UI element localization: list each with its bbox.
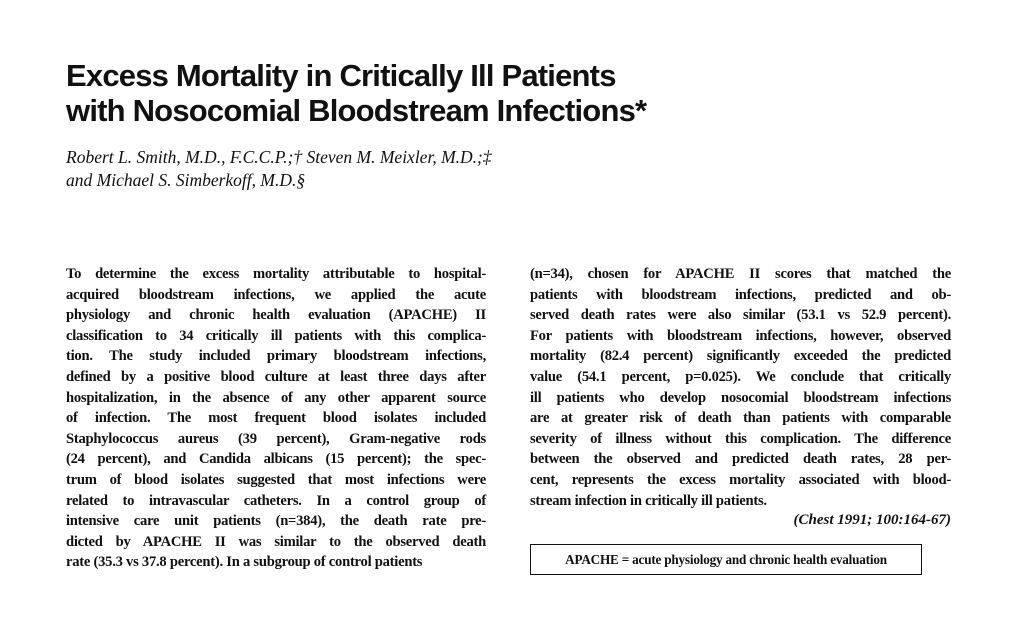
title-line-2: with Nosocomial Bloodstream Infections* (66, 93, 647, 128)
article-title (66, 58, 966, 128)
abstract-line: served death rates were also similar (53.1 vs 52.9 percent). (530, 307, 951, 324)
abstract-line: Staphylococcus aureus (39 percent), Gram-negative rods (66, 430, 486, 447)
abbreviation-text: APACHE = acute physiology and chronic health evaluation (565, 551, 887, 567)
abstract-line: rate (35.3 vs 37.8 percent). In a subgroup of control patients (66, 554, 423, 571)
abstract-line: stream infection in critically ill patients. (530, 492, 767, 509)
abstract-line: value (54.1 percent, p=0.025). We conclude that critically (530, 368, 951, 385)
abstract-line: tion. The study included primary bloodstream infections, (66, 348, 486, 365)
abstract-line: (n=34), chosen for APACHE II scores that matched the (530, 266, 951, 282)
journal-citation: (Chest 1991; 100:164-67) (793, 512, 951, 528)
abstract-line: ill patients who develop nosocomial bloodstream infections (530, 389, 951, 406)
abstract-line: of infection. The most frequent blood isolates included (66, 410, 486, 427)
abstract-line: intensive care unit patients (n=384), the death rate pre- (66, 513, 486, 530)
abstract-line: acquired bloodstream infections, we applied the acute (66, 286, 486, 303)
abstract-right-column (530, 264, 951, 511)
abstract-line: between the observed and predicted death rates, 28 per- (530, 451, 951, 468)
abstract-line: trum of blood isolates suggested that most infections were (66, 471, 486, 488)
authors-line-2: and Michael S. Simberkoff, M.D.§ (66, 170, 306, 190)
abstract-line: hospitalization, in the absence of any other apparent source (66, 389, 486, 406)
abstract-line: classification to 34 critically ill patients with this complica- (66, 327, 486, 344)
abstract-line: For patients with bloodstream infections, however, observed (530, 327, 951, 344)
abstract-left-column (66, 264, 486, 573)
abstract-line: dicted by APACHE II was similar to the observed death (66, 533, 486, 550)
abstract-line: severity of illness without this complication. The difference (530, 430, 951, 447)
abstract-line: To determine the excess mortality attributable to hospital- (66, 266, 486, 282)
authors-line-1: Robert L. Smith, M.D., F.C.C.P.;† Steven M. Meixler, M.D.;‡ (66, 147, 492, 167)
abstract-line: cent, represents the excess mortality associated with blood- (530, 471, 951, 488)
abstract-line: related to intravascular catheters. In a control group of (66, 492, 486, 509)
abstract-line: defined by a positive blood culture at least three days after (66, 368, 486, 385)
abstract-line: physiology and chronic health evaluation (APACHE) II (66, 307, 486, 324)
abstract-line: mortality (82.4 percent) significantly exceeded the predicted (530, 348, 951, 365)
author-list (66, 146, 766, 192)
abstract-line: are at greater risk of death than patients with comparable (530, 410, 951, 427)
abstract-line: (24 percent), and Candida albicans (15 percent); the spec- (66, 451, 486, 468)
abstract-line: patients with bloodstream infections, predicted and ob- (530, 286, 951, 303)
abbreviation-box (530, 544, 922, 575)
title-line-1: Excess Mortality in Critically Ill Patients (66, 58, 616, 93)
